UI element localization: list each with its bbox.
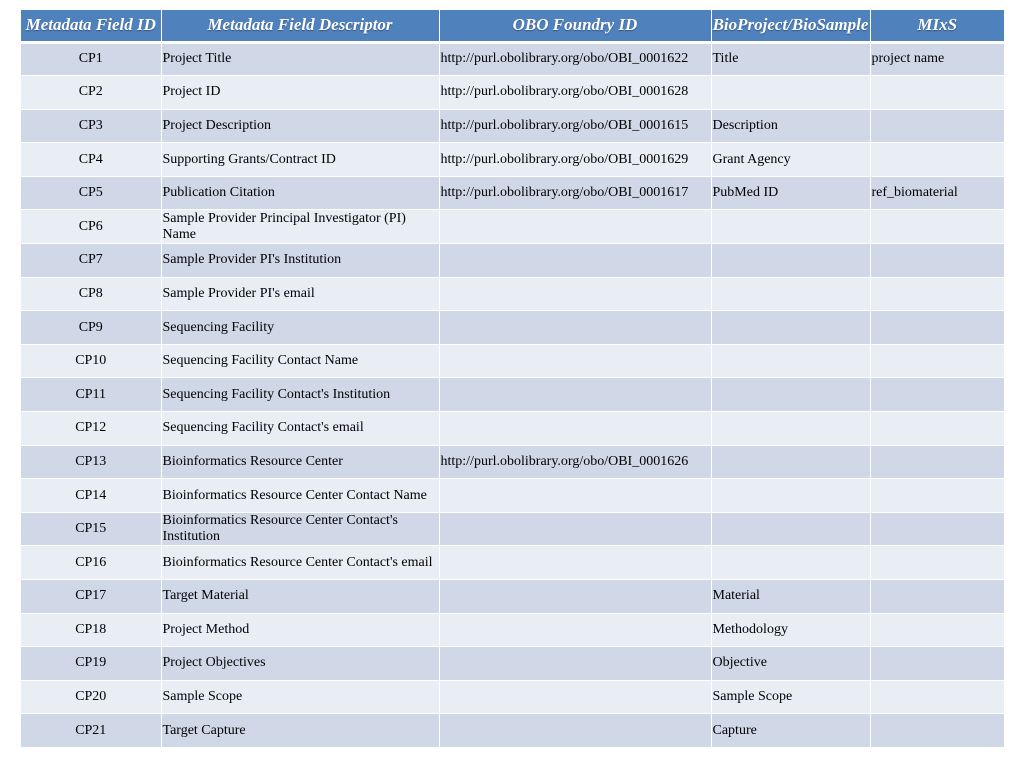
bioproject-biosample-cell: Material: [711, 580, 870, 614]
table-body: [21, 42, 1004, 747]
table-row: [21, 613, 1004, 647]
descriptor-cell: Sequencing Facility Contact Name: [161, 344, 439, 378]
descriptor-cell: Supporting Grants/Contract ID: [161, 143, 439, 177]
metadata-table: [21, 10, 1004, 748]
bioproject-biosample-cell: [711, 412, 870, 446]
mixs-cell: [870, 76, 1004, 110]
obo-foundry-id-cell: [439, 311, 711, 345]
descriptor-cell: Project Objectives: [161, 647, 439, 681]
descriptor-cell: Project Method: [161, 613, 439, 647]
table-row: [21, 580, 1004, 614]
obo-foundry-id-cell: [439, 244, 711, 278]
mixs-cell: [870, 378, 1004, 412]
obo-foundry-id-cell: http://purl.obolibrary.org/obo/OBI_0001615: [439, 109, 711, 143]
field-id-cell: CP21: [21, 714, 161, 748]
column-header-obo-foundry-id: OBO Foundry ID: [439, 10, 711, 42]
mixs-cell: [870, 512, 1004, 546]
descriptor-cell: Bioinformatics Resource Center Contact's email: [161, 546, 439, 580]
mixs-cell: [870, 210, 1004, 244]
field-id-cell: CP16: [21, 546, 161, 580]
field-id-cell: CP9: [21, 311, 161, 345]
obo-foundry-id-cell: [439, 613, 711, 647]
descriptor-cell: Bioinformatics Resource Center Contact Name: [161, 479, 439, 513]
bioproject-biosample-cell: Sample Scope: [711, 680, 870, 714]
descriptor-cell: Project ID: [161, 76, 439, 110]
table-row: [21, 546, 1004, 580]
obo-foundry-id-cell: http://purl.obolibrary.org/obo/OBI_0001628: [439, 76, 711, 110]
mixs-cell: [870, 647, 1004, 681]
column-header-field-id: Metadata Field ID: [21, 10, 161, 42]
mixs-cell: [870, 445, 1004, 479]
obo-foundry-id-cell: [439, 344, 711, 378]
field-id-cell: CP14: [21, 479, 161, 513]
bioproject-biosample-cell: [711, 445, 870, 479]
field-id-cell: CP7: [21, 244, 161, 278]
mixs-cell: [870, 613, 1004, 647]
descriptor-cell: Target Material: [161, 580, 439, 614]
bioproject-biosample-cell: [711, 546, 870, 580]
field-id-cell: CP12: [21, 412, 161, 446]
descriptor-cell: Sequencing Facility: [161, 311, 439, 345]
column-header-bioproject-biosample: BioProject/BioSample: [711, 10, 870, 42]
descriptor-cell: Sample Scope: [161, 680, 439, 714]
bioproject-biosample-cell: [711, 277, 870, 311]
mixs-cell: [870, 714, 1004, 748]
field-id-cell: CP6: [21, 210, 161, 244]
obo-foundry-id-cell: http://purl.obolibrary.org/obo/OBI_0001617: [439, 176, 711, 210]
bioproject-biosample-cell: [711, 210, 870, 244]
obo-foundry-id-cell: [439, 580, 711, 614]
field-id-cell: CP5: [21, 176, 161, 210]
obo-foundry-id-cell: [439, 412, 711, 446]
mixs-cell: [870, 344, 1004, 378]
field-id-cell: CP13: [21, 445, 161, 479]
bioproject-biosample-cell: Description: [711, 109, 870, 143]
table-row: [21, 277, 1004, 311]
table-row: [21, 680, 1004, 714]
mixs-cell: [870, 277, 1004, 311]
obo-foundry-id-cell: http://purl.obolibrary.org/obo/OBI_0001626: [439, 445, 711, 479]
descriptor-cell: Sequencing Facility Contact's email: [161, 412, 439, 446]
descriptor-cell: Bioinformatics Resource Center: [161, 445, 439, 479]
obo-foundry-id-cell: [439, 680, 711, 714]
mixs-cell: [870, 311, 1004, 345]
mixs-cell: [870, 680, 1004, 714]
descriptor-cell: Bioinformatics Resource Center Contact's Institution: [161, 512, 439, 546]
obo-foundry-id-cell: http://purl.obolibrary.org/obo/OBI_0001622: [439, 42, 711, 76]
obo-foundry-id-cell: [439, 714, 711, 748]
field-id-cell: CP3: [21, 109, 161, 143]
descriptor-cell: Project Description: [161, 109, 439, 143]
mixs-cell: [870, 244, 1004, 278]
mixs-cell: [870, 109, 1004, 143]
bioproject-biosample-cell: Methodology: [711, 613, 870, 647]
field-id-cell: CP15: [21, 512, 161, 546]
table-row: [21, 210, 1004, 244]
bioproject-biosample-cell: [711, 378, 870, 412]
table-row: [21, 76, 1004, 110]
field-id-cell: CP17: [21, 580, 161, 614]
table-row: [21, 512, 1004, 546]
bioproject-biosample-cell: [711, 512, 870, 546]
obo-foundry-id-cell: [439, 479, 711, 513]
mixs-cell: [870, 546, 1004, 580]
obo-foundry-id-cell: [439, 512, 711, 546]
mixs-cell: [870, 580, 1004, 614]
field-id-cell: CP11: [21, 378, 161, 412]
bioproject-biosample-cell: Grant Agency: [711, 143, 870, 177]
table-row: [21, 244, 1004, 278]
table-row: [21, 176, 1004, 210]
column-header-descriptor: Metadata Field Descriptor: [161, 10, 439, 42]
table-row: [21, 143, 1004, 177]
obo-foundry-id-cell: [439, 647, 711, 681]
bioproject-biosample-cell: [711, 244, 870, 278]
field-id-cell: CP1: [21, 42, 161, 76]
mixs-cell: project name: [870, 42, 1004, 76]
table-row: [21, 378, 1004, 412]
bioproject-biosample-cell: [711, 311, 870, 345]
obo-foundry-id-cell: http://purl.obolibrary.org/obo/OBI_0001629: [439, 143, 711, 177]
mixs-cell: ref_biomaterial: [870, 176, 1004, 210]
field-id-cell: CP4: [21, 143, 161, 177]
mixs-cell: [870, 143, 1004, 177]
descriptor-cell: Project Title: [161, 42, 439, 76]
bioproject-biosample-cell: [711, 76, 870, 110]
obo-foundry-id-cell: [439, 546, 711, 580]
table-row: [21, 412, 1004, 446]
obo-foundry-id-cell: [439, 210, 711, 244]
table-row: [21, 479, 1004, 513]
table-row: [21, 42, 1004, 76]
table-row: [21, 714, 1004, 748]
field-id-cell: CP10: [21, 344, 161, 378]
field-id-cell: CP19: [21, 647, 161, 681]
descriptor-cell: Publication Citation: [161, 176, 439, 210]
descriptor-cell: Target Capture: [161, 714, 439, 748]
mixs-cell: [870, 479, 1004, 513]
header-row: [21, 10, 1004, 42]
table-row: [21, 647, 1004, 681]
field-id-cell: CP8: [21, 277, 161, 311]
table-row: [21, 344, 1004, 378]
descriptor-cell: Sample Provider PI's email: [161, 277, 439, 311]
table-row: [21, 109, 1004, 143]
field-id-cell: CP2: [21, 76, 161, 110]
bioproject-biosample-cell: [711, 344, 870, 378]
field-id-cell: CP18: [21, 613, 161, 647]
descriptor-cell: Sample Provider Principal Investigator (PI) Name: [161, 210, 439, 244]
obo-foundry-id-cell: [439, 378, 711, 412]
bioproject-biosample-cell: Capture: [711, 714, 870, 748]
field-id-cell: CP20: [21, 680, 161, 714]
bioproject-biosample-cell: Objective: [711, 647, 870, 681]
bioproject-biosample-cell: Title: [711, 42, 870, 76]
metadata-table-container: [21, 10, 1004, 748]
obo-foundry-id-cell: [439, 277, 711, 311]
table-row: [21, 311, 1004, 345]
table-row: [21, 445, 1004, 479]
bioproject-biosample-cell: [711, 479, 870, 513]
table-header: [21, 10, 1004, 42]
descriptor-cell: Sequencing Facility Contact's Institution: [161, 378, 439, 412]
bioproject-biosample-cell: PubMed ID: [711, 176, 870, 210]
descriptor-cell: Sample Provider PI's Institution: [161, 244, 439, 278]
column-header-mixs: MIxS: [870, 10, 1004, 42]
mixs-cell: [870, 412, 1004, 446]
